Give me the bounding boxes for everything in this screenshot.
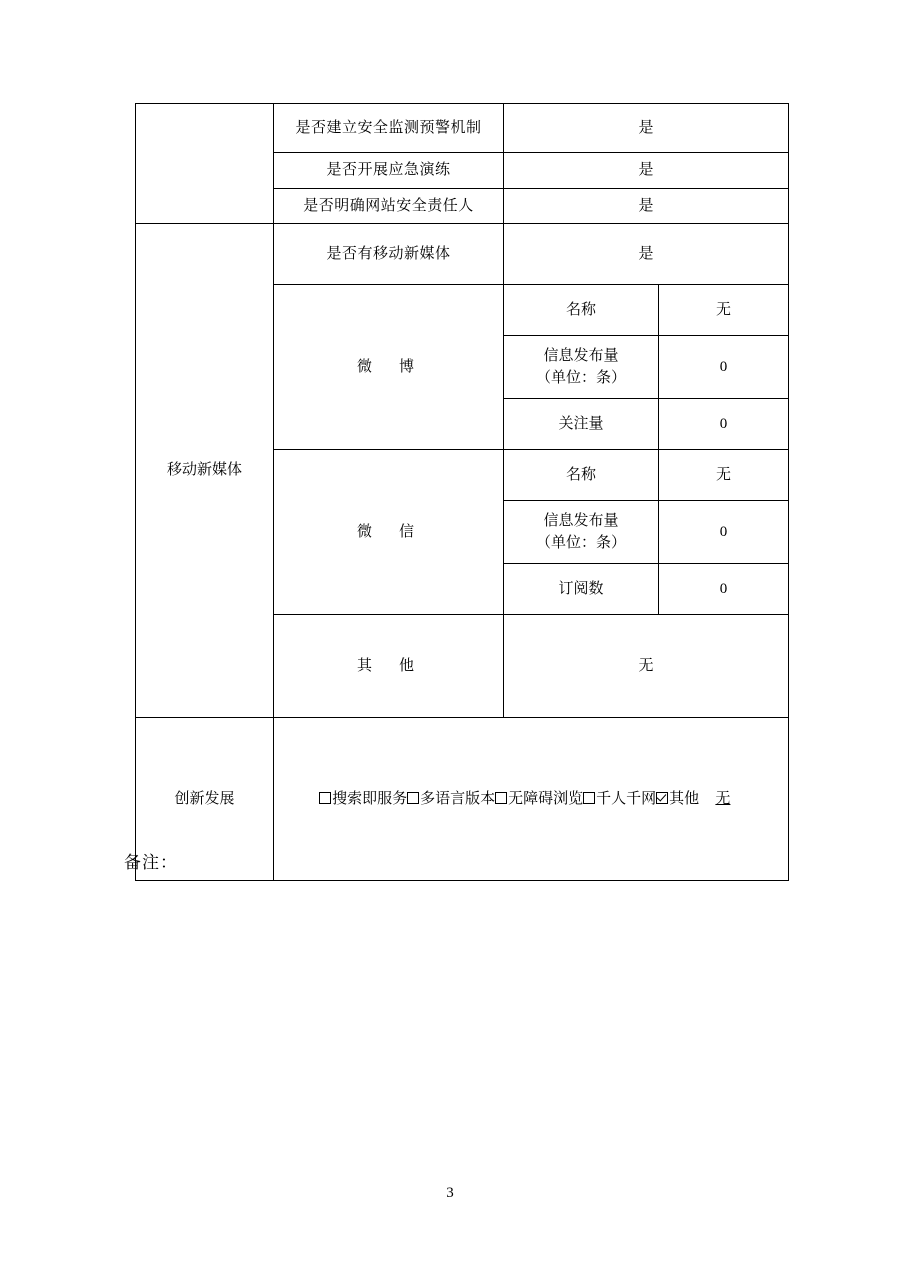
- has-mobile-media-label: 是否有移动新媒体: [274, 224, 504, 285]
- checkbox-checked-icon[interactable]: [656, 792, 668, 804]
- security-row-2-label: 是否明确网站安全责任人: [274, 188, 504, 224]
- weixin-subscribers-value: 0: [659, 564, 789, 615]
- remark-label: 备注：: [124, 853, 178, 872]
- innovation-option-4-label: 其他: [669, 790, 700, 807]
- weibo-label: 微 博: [274, 285, 504, 450]
- weixin-name-label: 名称: [504, 450, 659, 501]
- mobile-media-section-label: 移动新媒体: [136, 224, 274, 718]
- weibo-name-value: 无: [659, 285, 789, 336]
- table-row: [136, 718, 789, 881]
- weibo-followers-label: 关注量: [504, 399, 659, 450]
- weibo-post-count-value: 0: [659, 336, 789, 399]
- weibo-post-count-label-line2: （单位：条）: [535, 370, 626, 386]
- weibo-post-count-label: [504, 336, 659, 399]
- other-media-value: 无: [504, 615, 789, 718]
- security-section-label: [136, 104, 274, 224]
- innovation-option-2[interactable]: [495, 791, 583, 807]
- report-table: [135, 103, 789, 881]
- checkbox-icon[interactable]: [583, 792, 595, 804]
- weixin-post-count-label: [504, 501, 659, 564]
- weibo-post-count-label-line1: 信息发布量: [543, 347, 619, 364]
- innovation-option-3[interactable]: [583, 791, 656, 807]
- weixin-post-count-label-line2: （单位：条）: [535, 535, 626, 551]
- innovation-option-1[interactable]: [407, 791, 495, 807]
- security-row-0-label: 是否建立安全监测预警机制: [274, 104, 504, 153]
- innovation-option-3-label: 千人千网: [596, 790, 657, 807]
- security-row-1-label: 是否开展应急演练: [274, 153, 504, 189]
- weixin-name-value: 无: [659, 450, 789, 501]
- innovation-option-0-label: 搜索即服务: [332, 790, 408, 807]
- innovation-option-4[interactable]: [656, 791, 699, 807]
- table-row: [136, 104, 789, 153]
- weibo-followers-value: 0: [659, 399, 789, 450]
- weixin-post-count-value: 0: [659, 501, 789, 564]
- innovation-option-1-label: 多语言版本: [420, 790, 496, 807]
- page-number: 3: [446, 1185, 454, 1201]
- other-media-label: 其 他: [274, 615, 504, 718]
- table-row: [136, 224, 789, 285]
- security-row-0-value: 是: [504, 104, 789, 153]
- weixin-label: 微 信: [274, 450, 504, 615]
- innovation-other-value: 无: [715, 790, 731, 807]
- security-row-2-value: 是: [504, 188, 789, 224]
- security-row-1-value: 是: [504, 153, 789, 189]
- innovation-options: [274, 718, 789, 881]
- checkbox-icon[interactable]: [407, 792, 419, 804]
- checkbox-icon[interactable]: [495, 792, 507, 804]
- innovation-option-0[interactable]: [319, 791, 407, 807]
- innovation-option-2-label: 无障碍浏览: [508, 790, 584, 807]
- weibo-name-label: 名称: [504, 285, 659, 336]
- weixin-subscribers-label: 订阅数: [504, 564, 659, 615]
- checkbox-icon[interactable]: [319, 792, 331, 804]
- has-mobile-media-value: 是: [504, 224, 789, 285]
- weixin-post-count-label-line1: 信息发布量: [543, 512, 619, 529]
- innovation-label: 创新发展: [136, 718, 274, 881]
